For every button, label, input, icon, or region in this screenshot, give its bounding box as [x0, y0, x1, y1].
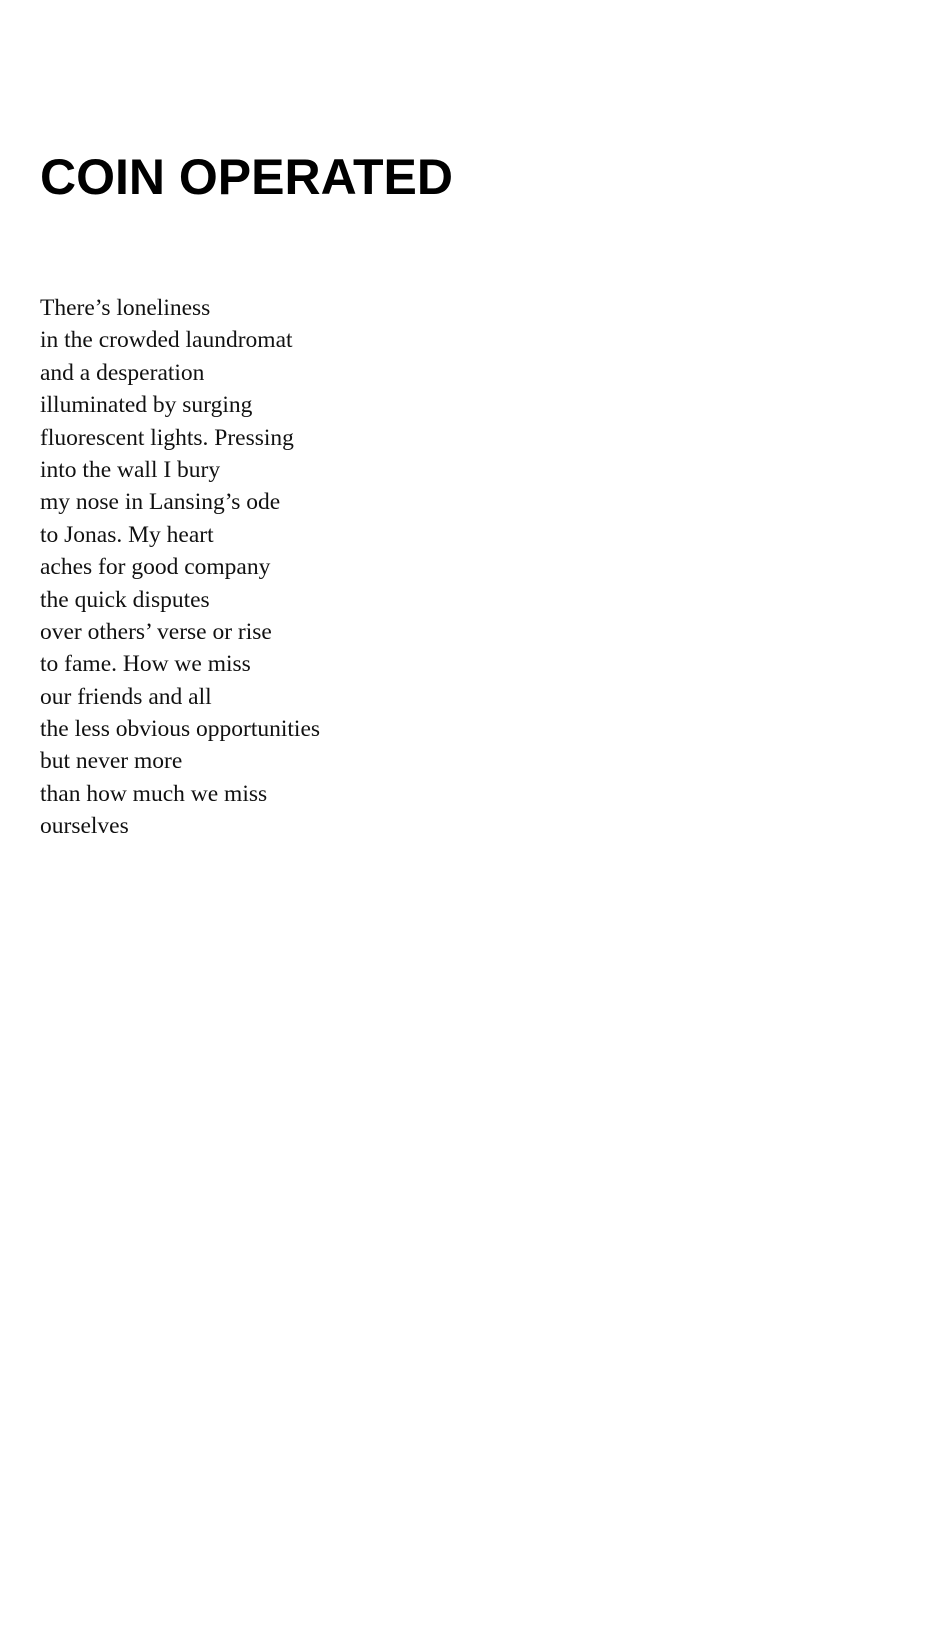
- poem-line: ourselves: [40, 813, 129, 840]
- poem-title: COIN OPERATED: [40, 149, 453, 205]
- poem-line: my nose in Lansing’s ode: [40, 489, 281, 516]
- poem-line: fluorescent lights. Pressing: [40, 424, 294, 451]
- poem-line: to fame. How we miss: [40, 651, 251, 678]
- poem-line: the less obvious opportunities: [40, 716, 321, 743]
- poem-line: in the crowded laundromat: [40, 327, 293, 354]
- poem-line: than how much we miss: [40, 780, 268, 807]
- poem-line: but never more: [40, 748, 183, 775]
- poem-line: and a desperation: [40, 359, 205, 386]
- poem-body: [40, 292, 320, 843]
- poem-line: to Jonas. My heart: [40, 521, 214, 548]
- poem-line: aches for good company: [40, 554, 271, 581]
- poem-line: into the wall I bury: [40, 456, 221, 483]
- poem-line: the quick disputes: [40, 586, 210, 613]
- poem-line: illuminated by surging: [40, 392, 253, 419]
- poem-line: There’s loneliness: [40, 295, 211, 321]
- poem-line: our friends and all: [40, 683, 212, 710]
- poem-line: over others’ verse or rise: [40, 618, 272, 645]
